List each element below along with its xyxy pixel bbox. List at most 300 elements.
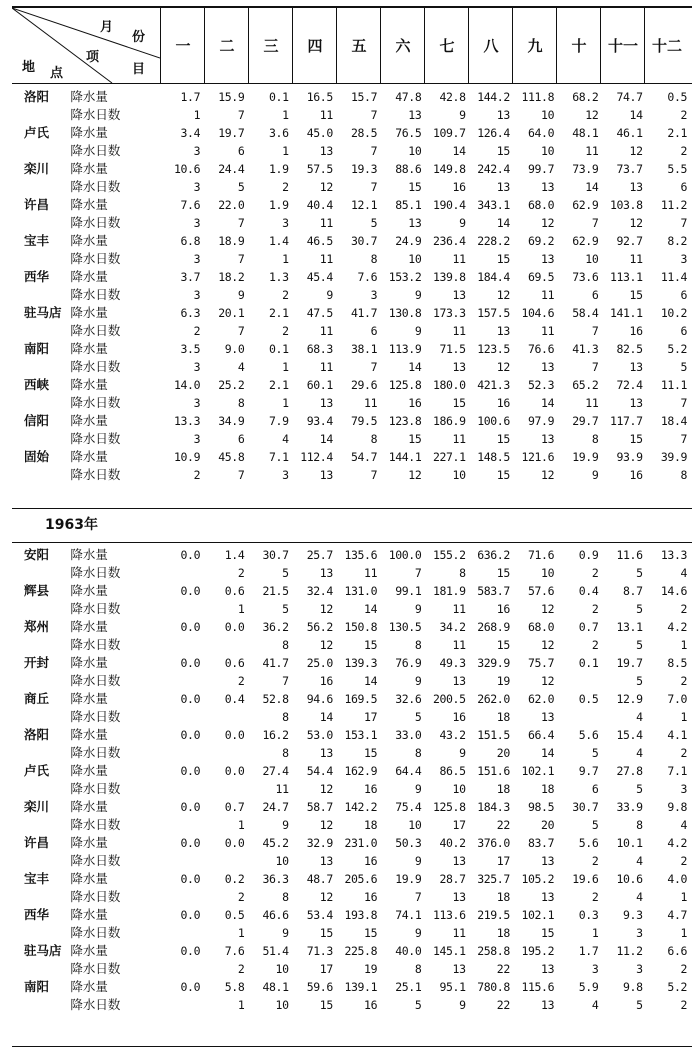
rain-days-value: 7 — [282, 674, 289, 688]
rain-days-value: 14 — [496, 216, 510, 230]
row-item-label: 降水日数 — [70, 997, 121, 1012]
table-row — [12, 798, 692, 816]
rainfall-value: 130.5 — [388, 620, 422, 634]
rainfall-value: 0.0 — [180, 728, 201, 742]
rain-days-value: 13 — [541, 962, 555, 976]
rainfall-value: 11.2 — [616, 944, 643, 958]
rainfall-value: 42.8 — [439, 90, 466, 104]
rain-days-value: 14 — [364, 674, 378, 688]
rainfall-value: 32.6 — [395, 692, 422, 706]
rain-days-value — [205, 708, 249, 726]
rainfall-value: 11.2 — [660, 198, 687, 212]
rain-days-value — [161, 600, 205, 618]
rain-days-value: 11 — [452, 252, 466, 266]
rainfall-value: 117.7 — [609, 414, 643, 428]
rain-days-value: 2 — [680, 962, 687, 976]
rainfall-value: 49.3 — [439, 656, 466, 670]
rainfall-value: 126.4 — [477, 126, 510, 140]
rain-days-value: 12 — [541, 216, 555, 230]
table-row — [12, 412, 692, 430]
rain-days-value: 10 — [408, 252, 422, 266]
rain-days-value: 2 — [282, 288, 289, 302]
rainfall-value: 0.9 — [578, 548, 599, 562]
rain-days-value: 15 — [364, 746, 378, 760]
rainfall-value: 12.9 — [616, 692, 643, 706]
station-name — [12, 816, 70, 834]
rainfall-value: 85.1 — [395, 198, 422, 212]
rainfall-value: 40.2 — [439, 836, 466, 850]
rain-days-value: 7 — [237, 468, 245, 482]
rain-days-value: 1 — [237, 602, 245, 616]
rainfall-value: 68.0 — [528, 620, 555, 634]
table-row — [12, 466, 692, 484]
rainfall-value: 10.9 — [174, 450, 201, 464]
rain-days-value: 8 — [282, 638, 289, 652]
rain-days-value: 11 — [364, 396, 378, 410]
rainfall-value: 5.8 — [224, 980, 245, 994]
rainfall-value: 5.2 — [667, 980, 687, 994]
header-corner — [12, 8, 160, 83]
rainfall-value: 9.8 — [623, 980, 643, 994]
row-item-label: 降水日数 — [70, 889, 121, 904]
rain-days-value: 1 — [237, 998, 245, 1012]
rainfall-value: 7.6 — [224, 944, 245, 958]
rain-days-value: 16 — [629, 468, 643, 482]
rainfall-value: 36.2 — [262, 620, 289, 634]
rainfall-value: 0.7 — [224, 800, 245, 814]
rainfall-value: 38.1 — [351, 342, 378, 356]
rainfall-value: 11.1 — [660, 378, 687, 392]
table-row — [12, 88, 692, 106]
rain-days-value: 15 — [629, 432, 643, 446]
rain-days-value: 20 — [541, 818, 555, 832]
rainfall-value: 7.0 — [667, 692, 687, 706]
rainfall-value: 329.9 — [477, 656, 510, 670]
rainfall-value: 28.7 — [439, 872, 466, 886]
rain-days-value: 16 — [408, 396, 422, 410]
rain-days-value: 6 — [591, 782, 599, 796]
rainfall-value: 46.6 — [262, 908, 289, 922]
rainfall-value: 71.6 — [528, 548, 555, 562]
rainfall-value: 46.1 — [616, 126, 643, 140]
rain-days-value: 13 — [452, 962, 466, 976]
rainfall-value: 13.3 — [660, 548, 687, 562]
rain-days-value: 6 — [237, 144, 245, 158]
rain-days-value: 13 — [452, 674, 466, 688]
rainfall-value: 12.1 — [351, 198, 378, 212]
rain-days-value: 8 — [414, 962, 422, 976]
rain-days-value: 22 — [496, 998, 510, 1012]
rain-days-value: 3 — [680, 252, 687, 266]
row-item-label: 降水量 — [70, 619, 108, 634]
month-header-9: 九 — [512, 8, 557, 83]
rain-days-value: 6 — [370, 324, 378, 338]
rain-days-value: 15 — [452, 396, 466, 410]
row-item-label: 降水量 — [70, 233, 108, 248]
rainfall-value: 6.6 — [667, 944, 687, 958]
rainfall-value: 11.6 — [616, 548, 643, 562]
rainfall-value: 0.0 — [180, 800, 201, 814]
rainfall-value: 0.1 — [269, 342, 289, 356]
rainfall-value: 343.1 — [477, 198, 510, 212]
rain-days-value: 2 — [680, 854, 687, 868]
rainfall-value: 0.1 — [269, 90, 289, 104]
rain-days-value: 9 — [459, 216, 466, 230]
rainfall-value: 115.6 — [521, 980, 555, 994]
rainfall-value: 99.7 — [528, 162, 555, 176]
rainfall-value: 25.1 — [395, 980, 422, 994]
rainfall-value: 24.7 — [262, 800, 289, 814]
rainfall-value: 53.4 — [306, 908, 333, 922]
rainfall-value: 7.9 — [269, 414, 289, 428]
rain-days-value: 9 — [591, 468, 599, 482]
rain-days-value: 15 — [496, 252, 510, 266]
rain-days-value: 9 — [326, 288, 333, 302]
rain-days-value: 12 — [541, 468, 555, 482]
rain-days-value: 13 — [452, 288, 466, 302]
rain-days-value: 6 — [680, 288, 687, 302]
rain-days-value: 12 — [319, 818, 333, 832]
rainfall-value: 780.8 — [477, 980, 510, 994]
row-item-label: 降水日数 — [70, 853, 121, 868]
rainfall-value: 40.4 — [306, 198, 333, 212]
rainfall-value: 0.0 — [180, 908, 201, 922]
rainfall-value: 33.0 — [395, 728, 422, 742]
rain-days-value: 9 — [459, 108, 466, 122]
table-row — [12, 636, 692, 654]
table-row — [12, 196, 692, 214]
table-row — [12, 834, 692, 852]
row-item-label: 降水日数 — [70, 323, 121, 338]
rainfall-value: 18.4 — [660, 414, 687, 428]
rainfall-value: 62.9 — [572, 234, 599, 248]
rain-days-value: 2 — [237, 566, 245, 580]
station-name — [12, 852, 70, 870]
rain-days-value: 13 — [541, 710, 555, 724]
rain-days-value: 6 — [591, 288, 599, 302]
rain-days-value: 6 — [680, 324, 687, 338]
rainfall-value: 46.5 — [306, 234, 333, 248]
station-name: 驻马店 — [24, 305, 62, 320]
station-name — [12, 322, 70, 340]
rain-days-value — [161, 744, 205, 762]
table-row — [12, 564, 692, 582]
rain-days-value: 13 — [319, 144, 333, 158]
rain-days-value: 13 — [319, 746, 333, 760]
rainfall-value: 10.1 — [616, 836, 643, 850]
rain-days-value: 8 — [370, 252, 378, 266]
rain-days-value: 8 — [282, 890, 289, 904]
rain-days-value — [559, 708, 603, 726]
rain-days-value: 9 — [459, 998, 466, 1012]
rainfall-value: 4.2 — [667, 836, 687, 850]
rainfall-value: 14.6 — [660, 584, 687, 598]
rainfall-value: 19.7 — [616, 656, 643, 670]
rainfall-value: 184.4 — [477, 270, 510, 284]
rain-days-value: 8 — [414, 746, 422, 760]
rain-days-value: 10 — [275, 962, 289, 976]
rainfall-value: 71.5 — [439, 342, 466, 356]
rainfall-value: 153.1 — [344, 728, 378, 742]
rain-days-value: 2 — [591, 638, 599, 652]
rain-days-value: 11 — [319, 108, 333, 122]
rain-days-value: 15 — [408, 432, 422, 446]
row-item-label: 降水日数 — [70, 143, 121, 158]
rain-days-value — [161, 996, 205, 1014]
rainfall-value: 145.1 — [432, 944, 466, 958]
rainfall-value: 54.4 — [306, 764, 333, 778]
rain-days-value: 8 — [636, 818, 643, 832]
rain-days-value: 16 — [319, 674, 333, 688]
rainfall-value: 219.5 — [477, 908, 510, 922]
station-name — [12, 708, 70, 726]
rainfall-value: 13.3 — [174, 414, 201, 428]
rainfall-value: 0.0 — [180, 692, 201, 706]
rainfall-value: 41.3 — [572, 342, 599, 356]
rain-days-value: 10 — [408, 818, 422, 832]
rain-days-value: 18 — [364, 818, 378, 832]
table-section-2 — [12, 546, 692, 1014]
rainfall-value: 0.0 — [180, 872, 201, 886]
rainfall-value: 102.1 — [521, 764, 555, 778]
rainfall-value: 157.5 — [477, 306, 510, 320]
rainfall-value: 24.4 — [218, 162, 245, 176]
rainfall-value: 28.5 — [351, 126, 378, 140]
rainfall-value: 0.0 — [180, 620, 201, 634]
station-name: 许昌 — [24, 835, 50, 850]
rainfall-value: 227.1 — [432, 450, 466, 464]
station-name: 洛阳 — [24, 727, 50, 742]
rain-days-value: 15 — [541, 926, 555, 940]
station-name — [12, 214, 70, 232]
rainfall-value: 10.6 — [174, 162, 201, 176]
rain-days-value: 2 — [680, 602, 687, 616]
rainfall-value: 29.7 — [572, 414, 599, 428]
rainfall-value: 16.2 — [262, 728, 289, 742]
corner-di-char: 地 — [22, 60, 36, 75]
rainfall-value: 43.2 — [439, 728, 466, 742]
rainfall-value: 50.3 — [395, 836, 422, 850]
table-row — [12, 394, 692, 412]
rain-days-value: 7 — [370, 468, 378, 482]
rainfall-value: 76.5 — [395, 126, 422, 140]
table-row — [12, 744, 692, 762]
rain-days-value: 1 — [591, 926, 599, 940]
rain-days-value: 4 — [282, 432, 289, 446]
rain-days-value: 14 — [541, 396, 555, 410]
rain-days-value: 15 — [319, 998, 333, 1012]
rainfall-value: 27.4 — [262, 764, 289, 778]
rain-days-value: 3 — [193, 432, 201, 446]
month-header-11: 十一 — [600, 8, 645, 83]
rainfall-value: 225.8 — [344, 944, 378, 958]
rain-days-value: 7 — [370, 108, 378, 122]
rainfall-value: 56.2 — [306, 620, 333, 634]
station-name: 驻马店 — [24, 943, 62, 958]
rainfall-value: 9.8 — [667, 800, 687, 814]
rain-days-value — [161, 816, 205, 834]
rainfall-value: 173.3 — [432, 306, 466, 320]
rain-days-value: 12 — [541, 674, 555, 688]
table-row — [12, 160, 692, 178]
rainfall-value: 7.6 — [357, 270, 378, 284]
rain-days-value: 2 — [591, 602, 599, 616]
table-row — [12, 376, 692, 394]
rainfall-value: 60.1 — [306, 378, 333, 392]
rain-days-value: 12 — [319, 180, 333, 194]
rain-days-value: 10 — [452, 468, 466, 482]
rain-days-value: 16 — [364, 854, 378, 868]
rainfall-value: 15.4 — [616, 728, 643, 742]
table-row — [12, 124, 692, 142]
row-item-label: 降水量 — [70, 161, 108, 176]
rainfall-value: 200.5 — [432, 692, 466, 706]
row-item-label: 降水量 — [70, 799, 108, 814]
rainfall-value: 93.9 — [616, 450, 643, 464]
rain-days-value: 13 — [541, 890, 555, 904]
rain-days-value: 7 — [591, 360, 599, 374]
rain-days-value: 5 — [636, 566, 643, 580]
rain-days-value: 13 — [541, 998, 555, 1012]
section-year-label: 1963年 — [45, 517, 98, 533]
station-name: 辉县 — [24, 583, 50, 598]
rain-days-value: 14 — [452, 144, 466, 158]
rain-days-value: 9 — [282, 926, 289, 940]
rainfall-value: 151.6 — [477, 764, 510, 778]
rainfall-value: 39.9 — [660, 450, 687, 464]
table-row — [12, 340, 692, 358]
rain-days-value: 4 — [636, 710, 643, 724]
month-header-3: 三 — [248, 8, 293, 83]
table-row — [12, 448, 692, 466]
rain-days-value: 10 — [541, 566, 555, 580]
rain-days-value: 3 — [193, 252, 201, 266]
rain-days-value: 16 — [452, 180, 466, 194]
rainfall-value: 54.7 — [351, 450, 378, 464]
rainfall-value: 268.9 — [477, 620, 510, 634]
table-row — [12, 430, 692, 448]
rainfall-value: 144.1 — [388, 450, 422, 464]
table-row — [12, 268, 692, 286]
station-name — [12, 924, 70, 942]
station-name — [12, 358, 70, 376]
rain-days-value: 12 — [319, 602, 333, 616]
table-row — [12, 654, 692, 672]
station-name — [12, 106, 70, 124]
table-row — [12, 708, 692, 726]
rainfall-value: 8.2 — [667, 234, 687, 248]
corner-month-char: 月 — [100, 20, 114, 35]
station-name — [12, 178, 70, 196]
rain-days-value — [161, 636, 205, 654]
rain-days-value: 14 — [629, 108, 643, 122]
rain-days-value: 13 — [541, 252, 555, 266]
rain-days-value: 17 — [496, 854, 510, 868]
rain-days-value: 9 — [282, 818, 289, 832]
rain-days-value: 5 — [370, 216, 378, 230]
rainfall-value: 0.0 — [180, 764, 201, 778]
rain-days-value: 13 — [629, 396, 643, 410]
rainfall-value: 142.2 — [344, 800, 378, 814]
rainfall-value: 135.6 — [344, 548, 378, 562]
rainfall-value: 7.1 — [667, 764, 687, 778]
rain-days-value: 9 — [414, 602, 422, 616]
rainfall-value: 98.5 — [528, 800, 555, 814]
rainfall-value: 0.7 — [578, 620, 599, 634]
station-name: 南阳 — [24, 341, 50, 356]
row-item-label: 降水日数 — [70, 637, 121, 652]
rain-days-value: 11 — [452, 432, 466, 446]
rain-days-value — [161, 888, 205, 906]
rain-days-value: 3 — [193, 216, 201, 230]
rain-days-value: 19 — [364, 962, 378, 976]
row-item-label: 降水日数 — [70, 673, 121, 688]
rainfall-value: 82.5 — [616, 342, 643, 356]
rain-days-value: 9 — [459, 746, 466, 760]
rainfall-value: 0.3 — [578, 908, 599, 922]
station-name: 宝丰 — [24, 871, 50, 886]
rainfall-value: 0.0 — [224, 764, 245, 778]
station-name: 宝丰 — [24, 233, 50, 248]
rainfall-value: 24.9 — [395, 234, 422, 248]
table-row — [12, 942, 692, 960]
station-name: 许昌 — [24, 197, 50, 212]
rain-days-value: 3 — [193, 288, 201, 302]
rain-days-value: 1 — [282, 108, 289, 122]
rainfall-value: 9.7 — [578, 764, 599, 778]
rainfall-value: 68.2 — [572, 90, 599, 104]
row-item-label: 降水日数 — [70, 359, 121, 374]
rain-days-value: 15 — [496, 468, 510, 482]
rainfall-value: 102.1 — [521, 908, 555, 922]
rain-days-value: 12 — [629, 144, 643, 158]
rain-days-value: 18 — [496, 782, 510, 796]
rain-days-value: 10 — [452, 782, 466, 796]
rainfall-value: 47.5 — [306, 306, 333, 320]
rainfall-value: 421.3 — [477, 378, 510, 392]
rain-days-value: 9 — [414, 674, 422, 688]
station-name: 安阳 — [24, 547, 50, 562]
rainfall-value: 113.9 — [388, 342, 422, 356]
rainfall-value: 2.1 — [667, 126, 687, 140]
rain-days-value: 8 — [591, 432, 599, 446]
rainfall-value: 76.9 — [395, 656, 422, 670]
rain-days-value: 2 — [193, 468, 201, 482]
rain-days-value: 14 — [585, 180, 599, 194]
rainfall-value: 184.3 — [477, 800, 510, 814]
rainfall-value: 69.2 — [528, 234, 555, 248]
rainfall-value: 52.8 — [262, 692, 289, 706]
rain-days-value — [161, 852, 205, 870]
station-name — [12, 780, 70, 798]
rain-days-value: 16 — [364, 998, 378, 1012]
rain-days-value: 1 — [237, 926, 245, 940]
rain-days-value: 19 — [496, 674, 510, 688]
rain-days-value: 14 — [408, 360, 422, 374]
rainfall-value: 195.2 — [521, 944, 555, 958]
rain-days-value: 6 — [680, 180, 687, 194]
rain-days-value: 2 — [193, 324, 201, 338]
rainfall-value: 121.6 — [521, 450, 555, 464]
rain-days-value: 12 — [629, 216, 643, 230]
rainfall-value: 113.1 — [609, 270, 643, 284]
rainfall-value: 5.6 — [578, 728, 599, 742]
table-row — [12, 304, 692, 322]
rainfall-value: 22.0 — [218, 198, 245, 212]
rain-days-value: 13 — [541, 854, 555, 868]
rain-days-value: 2 — [680, 144, 687, 158]
rainfall-value: 0.0 — [180, 980, 201, 994]
